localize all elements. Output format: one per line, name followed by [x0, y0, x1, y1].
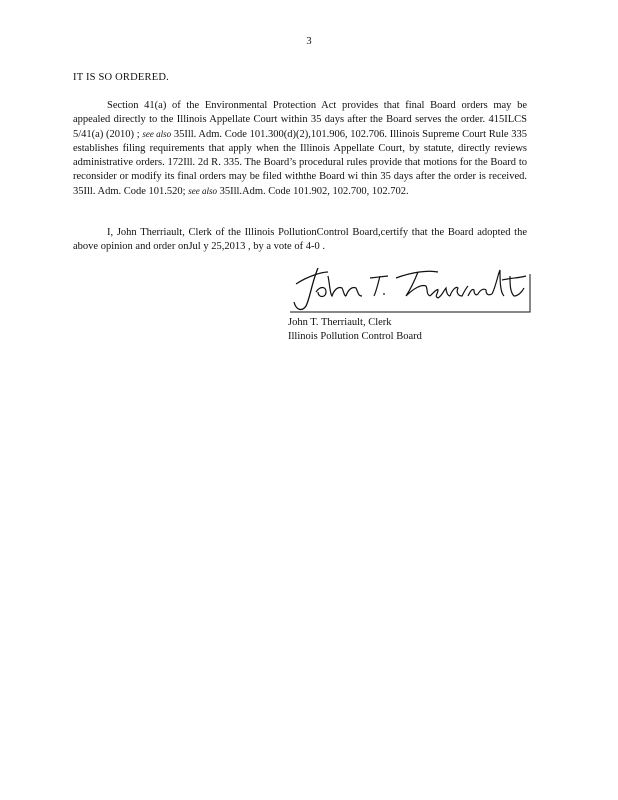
page-number: 3 [306, 36, 312, 47]
clerk-name-line: John T. Therriault, Clerk [288, 317, 392, 328]
signature-block [288, 316, 422, 343]
appeal-text-1: Section 41(a) of the Environmental Protection Act provides that final Board orders may be appealed directly to the Illinois Appellate Court within 35 days after the Board serves the order. 415ILCS 5/41(a) (2010) ; [73, 100, 527, 140]
appeal-text-2: 35Ill. Adm. Code 101.300(d)(2),101.906, 102.706. Illinois Supreme Court Rule 335 establishes filing requirements that apply when the Illinois Appellate Court, by statute, directly reviews administrative orders. 172Ill. 2d R. 335. The Board’s procedural rules provide that motions for the Board to reconsider or modify its final orders may be filed withthe Board wi thin 35 days after the order is received. 35Ill. Adm. Code 101.520; [73, 129, 528, 197]
clerk-signature [288, 262, 532, 316]
appeal-text-3: 35Ill.Adm. Code 101.902, 102.700, 102.702. [219, 186, 409, 197]
see-also-1: see also [142, 129, 172, 139]
clerk-org-line: Illinois Pollution Control Board [288, 330, 422, 342]
certification-paragraph: I, John Therriault, Clerk of the Illinois PollutionControl Board,certify that the Board adopted the above opinion and order onJul y 25,2013 , by a vote of 4-0 . [73, 227, 527, 252]
see-also-2: see also [188, 186, 217, 196]
order-heading: IT IS SO ORDERED. [73, 72, 169, 83]
appeal-paragraph [73, 99, 527, 199]
